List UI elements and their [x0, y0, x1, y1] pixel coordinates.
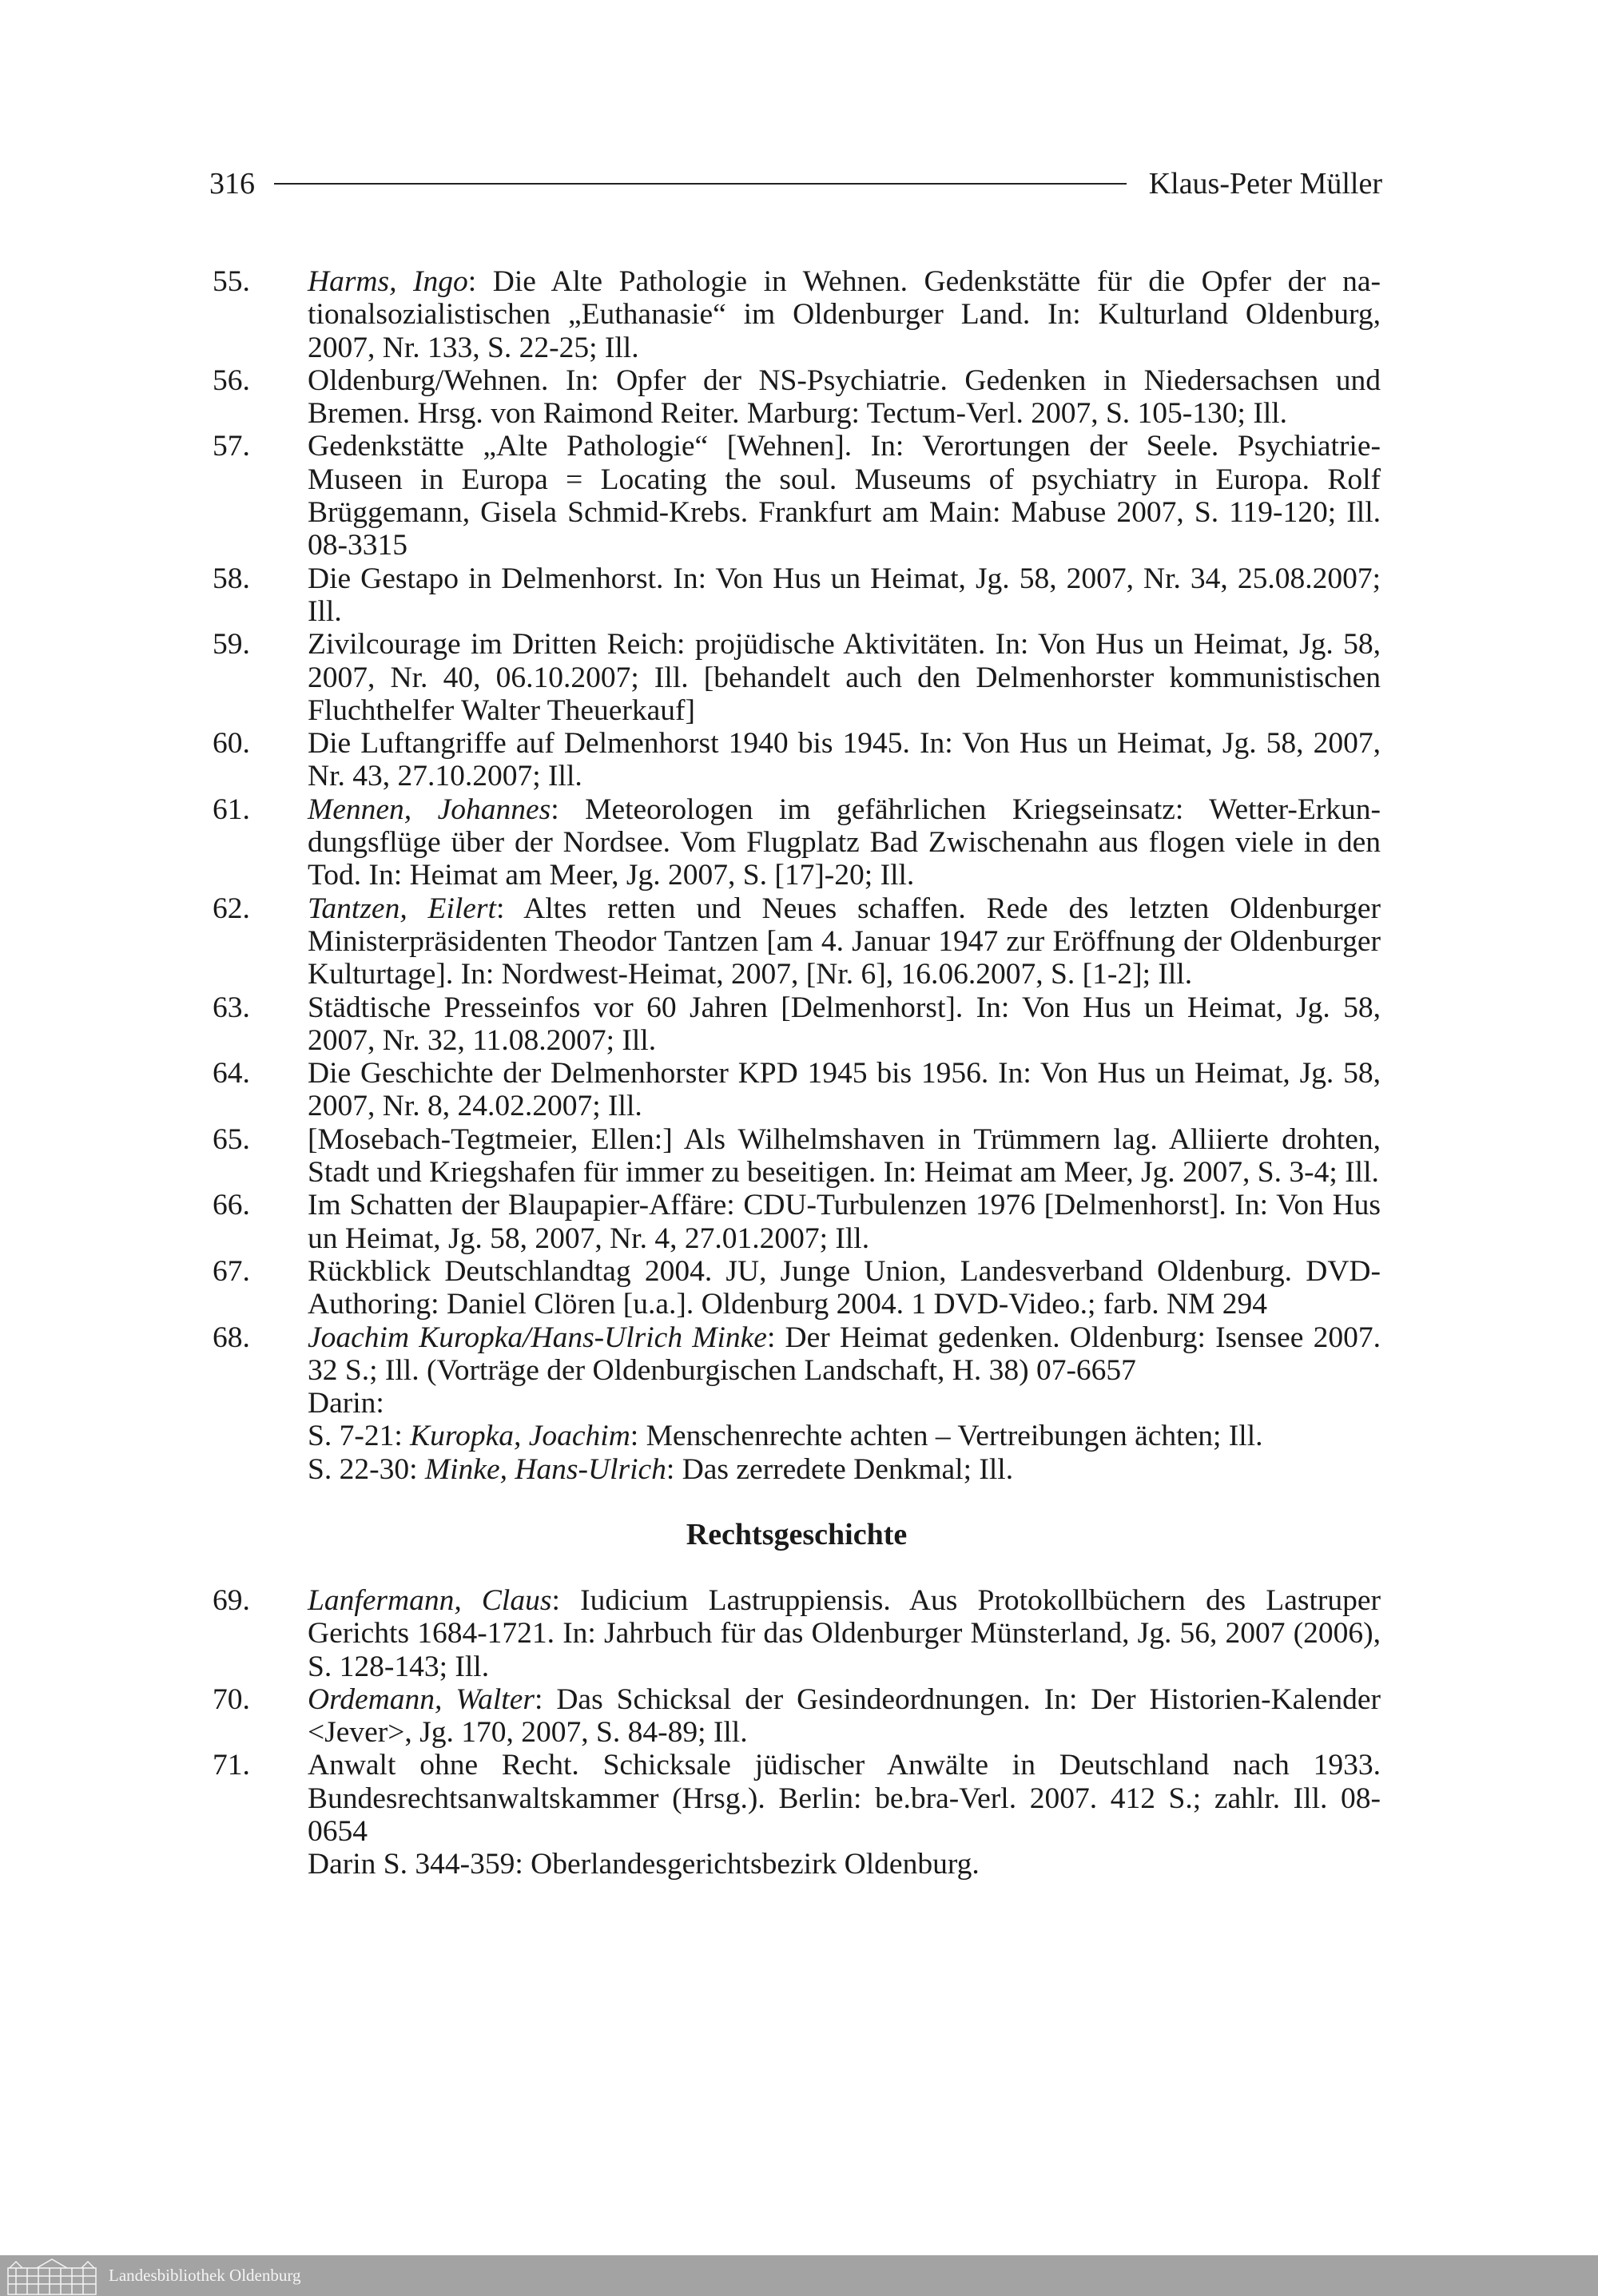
entry-author: Mennen, Johannes [308, 792, 551, 826]
bib-entry [213, 364, 1381, 431]
entry-number: 66. [213, 1189, 250, 1222]
entry-text: : Das Schicksal der Gesindeordnungen. In: Der Historien-Kalender <Jever>, Jg. 170, 2007, S. 84-89; Ill. [308, 1682, 1381, 1750]
entry-text: : Der Heimat gedenken. Oldenburg: Isensee 2007. 32 S.; Ill. (Vorträge der Oldenburgischen Landschaft, H. 38) 07-6657 [308, 1321, 1381, 1387]
bib-entry [213, 991, 1381, 1058]
entry-number: 64. [213, 1057, 250, 1090]
entry-number: 62. [213, 892, 250, 925]
running-header [209, 160, 1382, 208]
bib-entry-71 [213, 1749, 1381, 1881]
entry-text: Gedenkstätte „Alte Pathologie“ [Wehnen]. In: Verortungen der Seele. Psychiatrie-Museen in Europa = Locating the soul. Museums of psychiatry in Europa. Rolf Brüggemann, Gisela Schmid-Krebs. Frankfurt am Main: Mabuse 2007, S. 119-120; Ill. 08-3315 [308, 430, 1381, 562]
sub-pages: S. 22-30: [308, 1452, 425, 1486]
entry-number: 55. [213, 265, 250, 298]
library-footer-bar [0, 2255, 1598, 2296]
entry-number: 65. [213, 1122, 250, 1156]
bib-entry-68 [213, 1321, 1381, 1486]
entry-number: 69. [213, 1583, 250, 1617]
entry-text: : Die Alte Pathologie in Wehnen. Gedenkstätte für die Opfer der nationalsozialistischen „Euthanasie“ im Oldenburger Land. In: Kulturland Oldenburg, 2007, Nr. 133, S. 22-25; Ill. [308, 265, 1381, 364]
sub-text: : Menschenrechte achten – Vertreibungen ächten; Ill. [630, 1420, 1263, 1453]
bib-entry [213, 1057, 1381, 1123]
bib-entry [213, 562, 1381, 629]
entry-number: 60. [213, 727, 250, 761]
bib-entry [213, 793, 1381, 892]
entry-number: 59. [213, 628, 250, 661]
entry-number: 70. [213, 1682, 250, 1716]
bib-entry [213, 430, 1381, 562]
entry-author: Tantzen, Eilert [308, 892, 496, 925]
entry-text: Die Geschichte der Delmenhorster KPD 1945 bis 1956. In: Von Hus un Heimat, Jg. 58, 2007, Nr. 8, 24.02.2007; Ill. [308, 1057, 1381, 1123]
entry-number: 57. [213, 430, 250, 463]
entry-author: Joachim Kuropka/Hans-Ulrich Minke [308, 1321, 767, 1354]
entry-number: 58. [213, 562, 250, 595]
sub-pages: S. 7-21: [308, 1420, 411, 1453]
darin-label: Darin: [308, 1387, 384, 1420]
entry-number: 56. [213, 363, 250, 397]
entry-text: : Altes retten und Neues schaffen. Rede des letzten Oldenburger Ministerpräsidenten Theodor Tantzen [am 4. Januar 1947 zur Eröffnung der Oldenburger Kulturtage]. In: Nordwest-Heimat, 2007, [Nr. 6], 16.06.2007, S. [1-2]; Ill. [308, 892, 1381, 991]
header-rule [274, 183, 1127, 185]
entry-author: Harms, Ingo [308, 265, 468, 298]
bib-entry [213, 1683, 1381, 1750]
entry-number: 71. [213, 1749, 250, 1782]
sub-entry [308, 1420, 1381, 1452]
entry-text: Im Schatten der Blaupapier-Affäre: CDU-Turbulenzen 1976 [Delmenhorst]. In: Von Hus un Heimat, Jg. 58, 2007, Nr. 4, 27.01.2007; Ill. [308, 1189, 1381, 1255]
running-author: Klaus-Peter Müller [1148, 167, 1382, 201]
entry-number: 68. [213, 1321, 250, 1354]
entry-text: Die Luftangriffe auf Delmenhorst 1940 bis 1945. In: Von Hus un Heimat, Jg. 58, 2007, Nr. 43, 27.10.2007; Ill. [308, 727, 1381, 793]
bibliography [213, 265, 1381, 1881]
entry-text: Die Gestapo in Delmenhorst. In: Von Hus un Heimat, Jg. 58, 2007, Nr. 34, 25.08.2007; Ill. [308, 562, 1381, 628]
bib-entry [213, 1255, 1381, 1321]
entry-text: : Iudicium Lastruppiensis. Aus Protokollbüchern des Lastruper Gerichts 1684-1721. In: Jahrbuch für das Oldenburger Münsterland, Jg. 56, 2007 (2006), S. 128-143; Ill. [308, 1583, 1381, 1683]
entry-number: 63. [213, 991, 250, 1024]
page-number: 316 [209, 167, 255, 201]
bib-entry [213, 628, 1381, 727]
entry-number: 67. [213, 1254, 250, 1288]
entry-text: Oldenburg/Wehnen. In: Opfer der NS-Psychiatrie. Gedenken in Niedersachsen und Bremen. Hrsg. von Raimond Reiter. Marburg: Tectum-Verl. 2007, S. 105-130; Ill. [308, 363, 1381, 431]
entry-text: : Meteorologen im gefährlichen Kriegseinsatz: Wetter-Erkundungsflüge über der Nordsee. Vom Flugplatz Bad Zwischenahn aus flogen viele in den Tod. In: Heimat am Meer, Jg. 2007, S. [17]-20; Ill. [308, 792, 1381, 892]
sub-entry [308, 1453, 1381, 1486]
entry-text: [Mosebach-Tegtmeier, Ellen:] Als Wilhelmshaven in Trümmern lag. Alliierte drohten, Stadt und Kriegshafen für immer zu beseitigen. In: Heimat am Meer, Jg. 2007, S. 3-4; Ill. [308, 1122, 1381, 1190]
bib-entry [213, 265, 1381, 364]
entry-text: Anwalt ohne Recht. Schicksale jüdischer Anwälte in Deutschland nach 1933. Bundesrechtsanwaltskammer (Hrsg.). Berlin: be.bra-Verl. 2007. 412 S.; zahlr. Ill. 08-0654 [308, 1749, 1381, 1849]
entry-number: 61. [213, 792, 250, 826]
darin-line: Darin S. 344-359: Oberlandesgerichtsbezirk Oldenburg. [308, 1848, 980, 1881]
bib-entry [213, 1189, 1381, 1255]
bib-entry [213, 1123, 1381, 1190]
library-building-logo [5, 2257, 99, 2295]
entry-author: Lanfermann, Claus [308, 1583, 552, 1617]
library-name: Landesbibliothek Oldenburg [109, 2266, 301, 2285]
sub-text: : Das zerredete Denkmal; Ill. [666, 1452, 1014, 1486]
sub-author: Minke, Hans-Ulrich [424, 1452, 666, 1486]
bib-entry [213, 892, 1381, 991]
entry-text: Städtische Presseinfos vor 60 Jahren [Delmenhorst]. In: Von Hus un Heimat, Jg. 58, 2007, Nr. 32, 11.08.2007; Ill. [308, 991, 1381, 1057]
entry-text: Zivilcourage im Dritten Reich: projüdische Aktivitäten. In: Von Hus un Heimat, Jg. 58, 2007, Nr. 40, 06.10.2007; Ill. [behandelt auch den Delmenhorster kommunistischen Fluchthelfer Walter Theuerkauf] [308, 628, 1381, 727]
entry-text: Rückblick Deutschlandtag 2004. JU, Junge Union, Landesverband Oldenburg. DVD-Authoring: Daniel Clören [u.a.]. Oldenburg 2004. 1 DVD-Video.; farb. NM 294 [308, 1254, 1381, 1321]
bib-entry [213, 1584, 1381, 1683]
entry-author: Ordemann, Walter [308, 1682, 535, 1716]
sub-author: Kuropka, Joachim [410, 1420, 630, 1453]
section-heading: Rechtsgeschichte [686, 1517, 908, 1551]
bib-entry [213, 727, 1381, 793]
